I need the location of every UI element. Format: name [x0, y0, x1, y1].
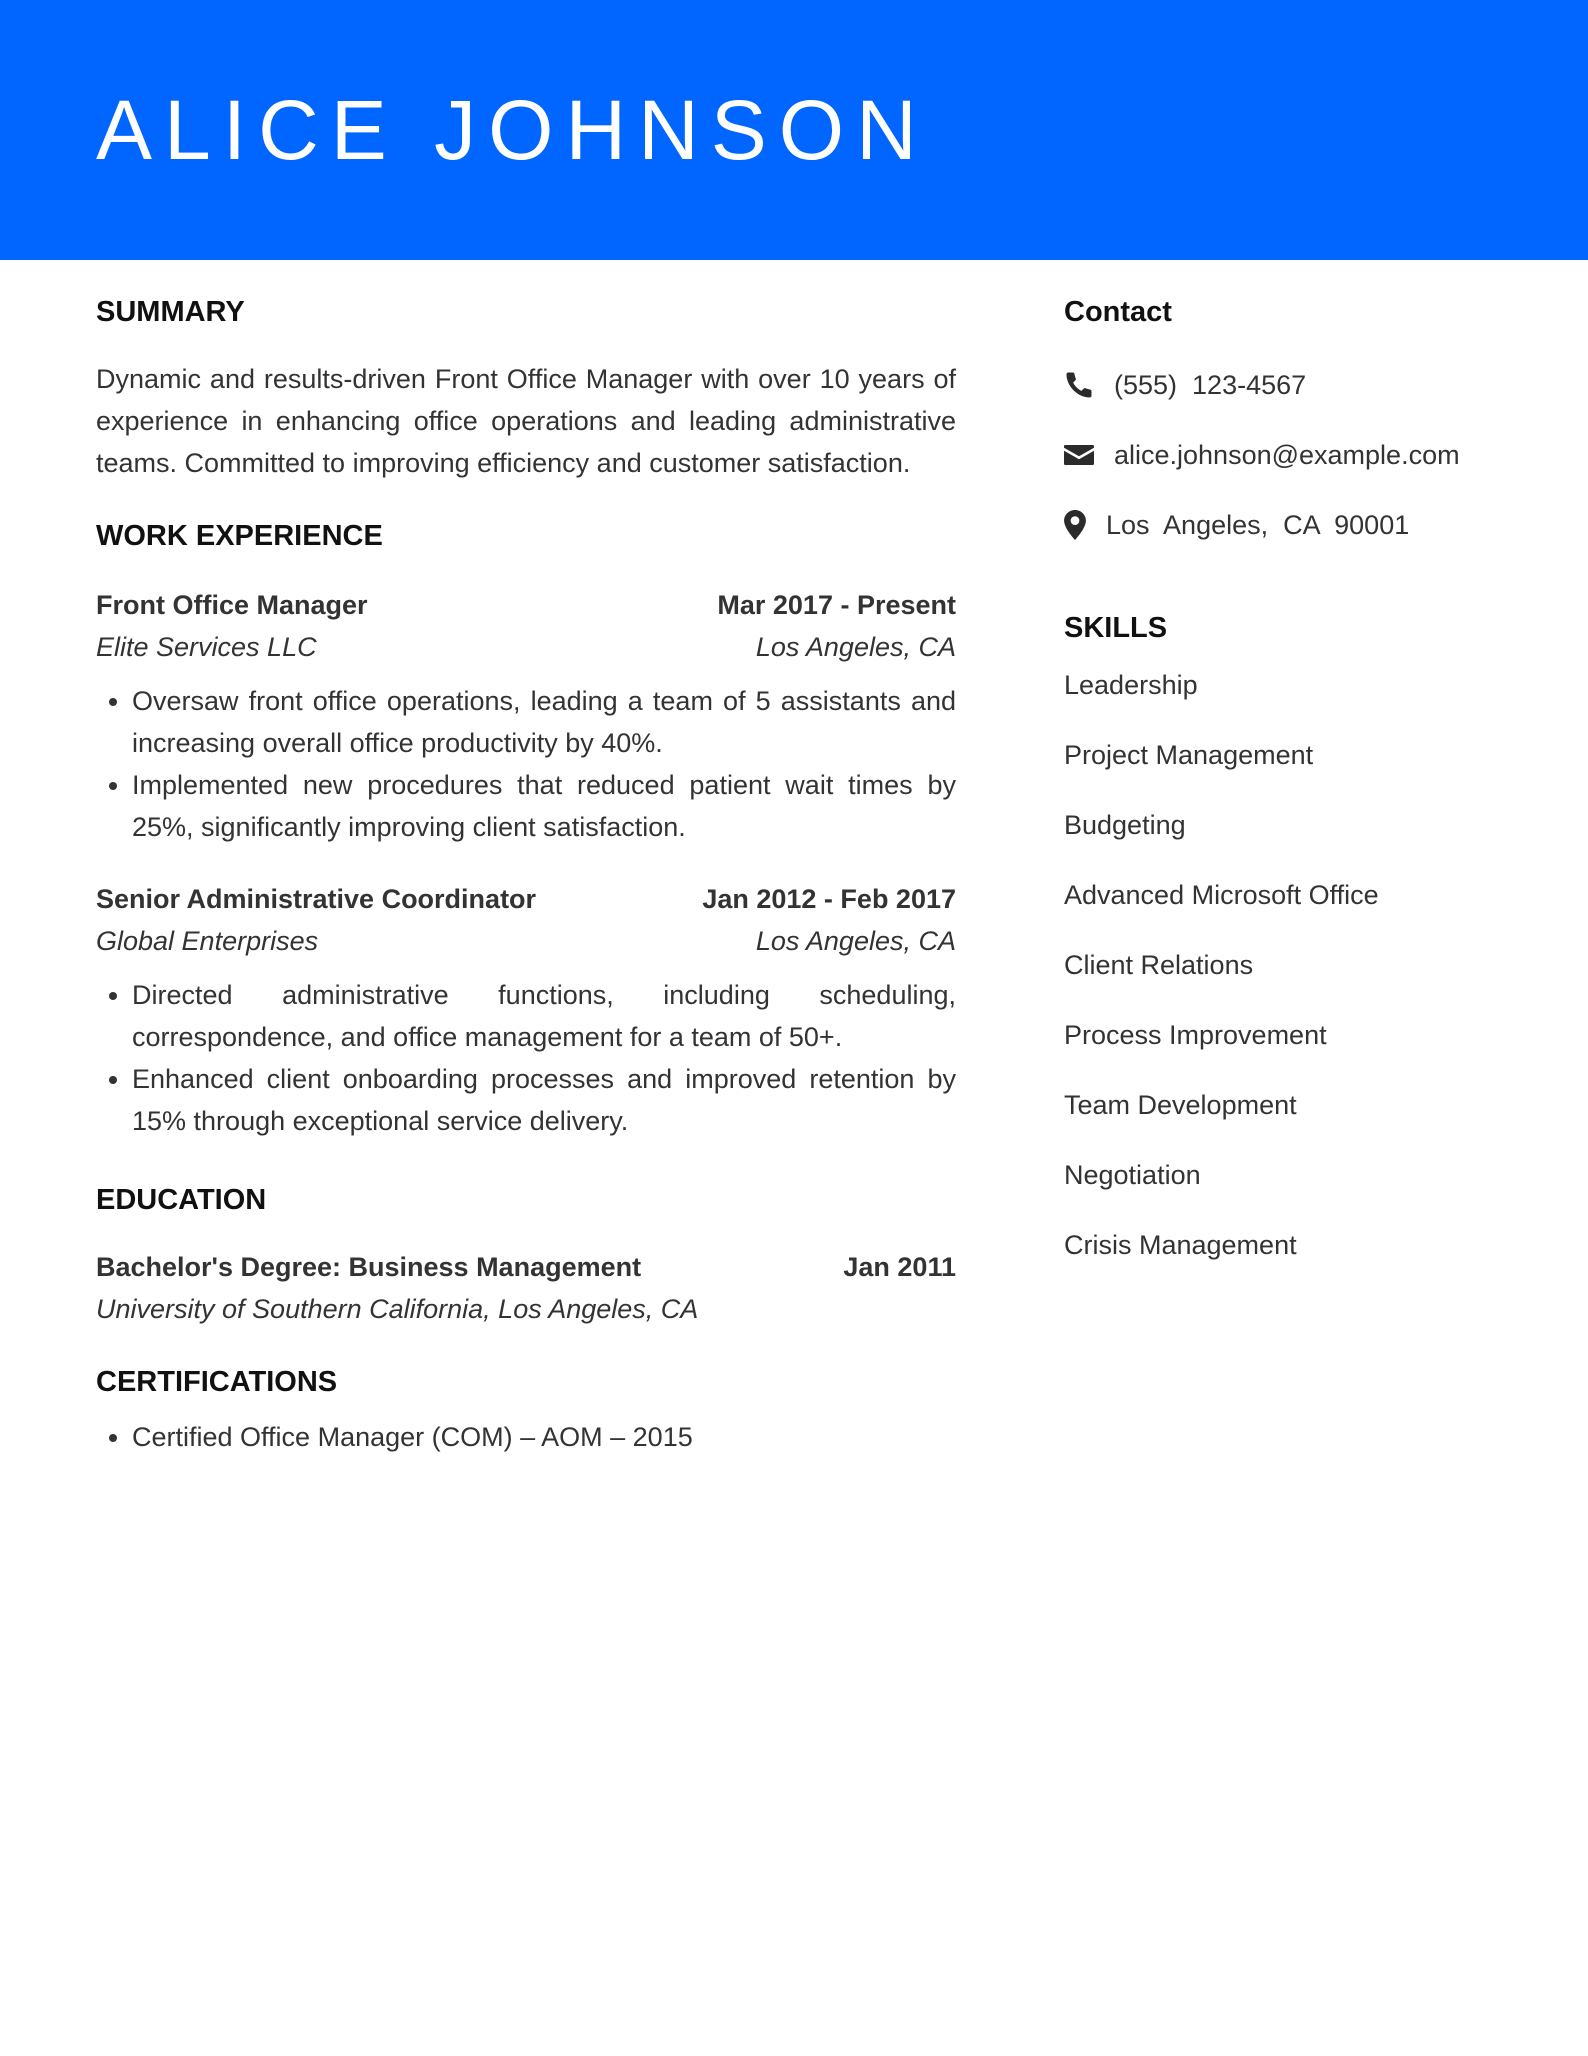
skill-item: Advanced Microsoft Office [1064, 880, 1379, 910]
certification-item: • Certified Office Manager (COM) – AOM – 2015 [132, 1416, 956, 1458]
skill-item: Leadership [1064, 670, 1198, 700]
work-experience-heading: WORK EXPERIENCE [96, 520, 383, 552]
job-bullet: • Enhanced client onboarding processes and improved retention by 15% through exceptional service delivery. [132, 1058, 956, 1142]
location-text: Los Angeles, CA 90001 [1106, 510, 1410, 540]
job-title: Front Office Manager [96, 590, 368, 620]
job-location: Los Angeles, CA [755, 632, 956, 662]
contact-location [1064, 504, 1534, 546]
job-dates: Jan 2012 - Feb 2017 [702, 884, 956, 914]
envelope-icon [1064, 437, 1100, 473]
header-banner [0, 0, 1588, 260]
skill-item: Team Development [1064, 1090, 1297, 1120]
certifications-list [96, 1416, 956, 1458]
email-address: alice.johnson@example.com [1114, 440, 1460, 470]
contact-list [1064, 364, 1534, 546]
job-location: Los Angeles, CA [755, 926, 956, 956]
skill-item: Client Relations [1064, 950, 1254, 980]
job-bullet: • Oversaw front office operations, leading a team of 5 assistants and increasing overall office productivity by 40%. [132, 680, 956, 764]
skill-item: Budgeting [1064, 810, 1186, 840]
job-title: Senior Administrative Coordinator [96, 884, 537, 914]
job-bullet: • Implemented new procedures that reduced patient wait times by 25%, significantly improving client satisfaction. [132, 764, 956, 848]
degree: Bachelor's Degree: Business Management [96, 1252, 642, 1282]
job-entry [96, 878, 956, 1142]
education-heading: EDUCATION [96, 1184, 267, 1216]
map-pin-icon [1064, 507, 1094, 543]
job-company: Elite Services LLC [96, 632, 317, 662]
phone-icon [1064, 367, 1100, 403]
certifications-heading: CERTIFICATIONS [96, 1366, 338, 1398]
education-entry [96, 1246, 956, 1330]
skills-heading: SKILLS [1064, 612, 1168, 644]
skills-list [1064, 664, 1534, 1266]
job-entry [96, 584, 956, 848]
sidebar-column [1064, 290, 1534, 1294]
contact-heading: Contact [1064, 296, 1172, 328]
job-bullets [96, 974, 956, 1142]
job-dates: Mar 2017 - Present [717, 590, 956, 620]
summary-text: Dynamic and results-driven Front Office Manager with over 10 years of experience in enhancing office operations and leading administrative teams. Committed to improving efficiency and customer satisfaction. [96, 364, 956, 478]
main-column [96, 290, 956, 1458]
job-bullet: • Directed administrative functions, including scheduling, correspondence, and office management for a team of 50+. [132, 974, 956, 1058]
candidate-name: ALICE JOHNSON [96, 83, 929, 177]
skill-item: Crisis Management [1064, 1230, 1297, 1260]
job-company: Global Enterprises [96, 926, 319, 956]
skill-item: Project Management [1064, 740, 1314, 770]
job-bullets [96, 680, 956, 848]
degree-date: Jan 2011 [843, 1252, 956, 1282]
contact-phone [1064, 364, 1534, 406]
school: University of Southern California, Los Angeles, CA [96, 1294, 699, 1324]
summary-heading: SUMMARY [96, 296, 245, 328]
skill-item: Process Improvement [1064, 1020, 1327, 1050]
skill-item: Negotiation [1064, 1160, 1201, 1190]
contact-email [1064, 434, 1534, 476]
phone-number: (555) 123-4567 [1114, 370, 1307, 400]
